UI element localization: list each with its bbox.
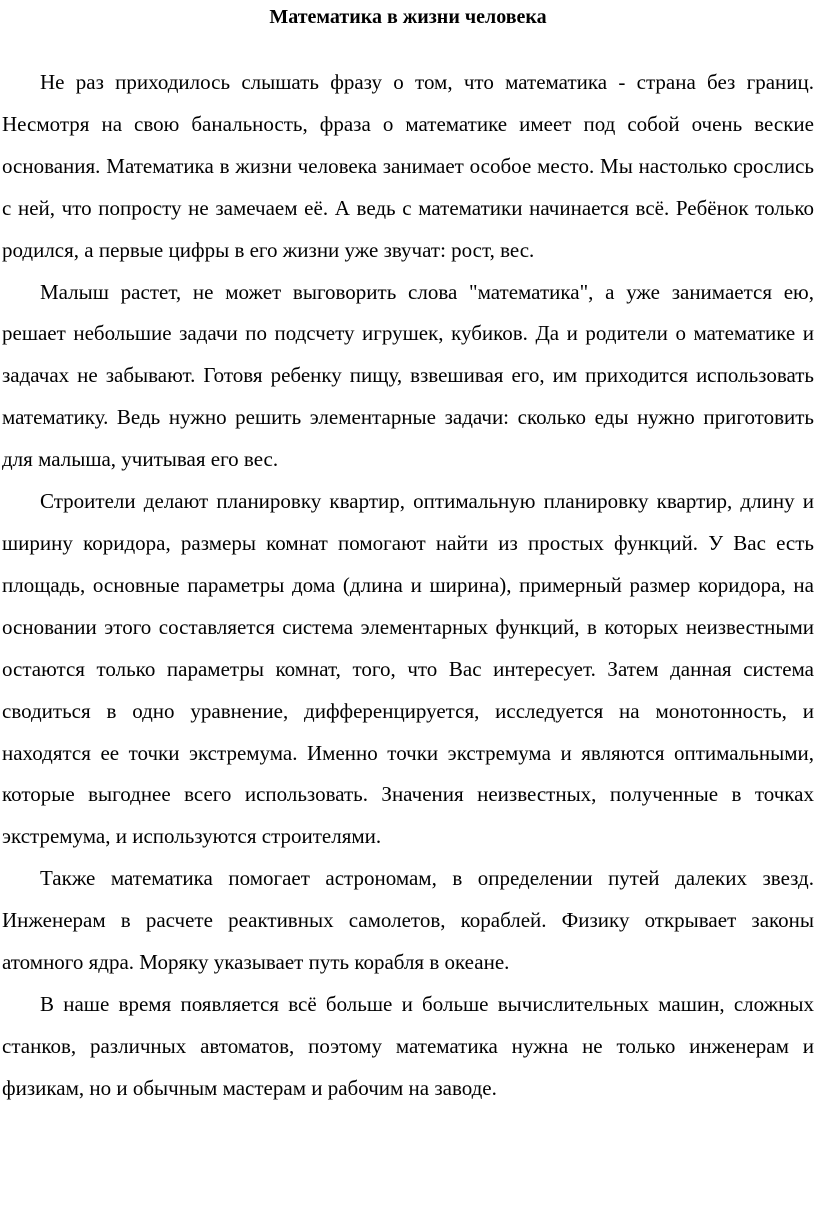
paragraph-child: Малыш растет, не может выговорить слова "математика", а уже занимается ею, решает небольшие задачи по подсчету игрушек, кубиков. Да и родители о математике и задачах не забывают. Готовя ребенку пищу, взвешивая его, им приходится использовать математику. Ведь нужно решить элементарные задачи: сколько еды нужно приготовить для малыша, учитывая его вес. — [2, 279, 814, 472]
paragraph-astronomy: Также математика помогает астрономам, в определении путей далеких звезд. Инженерам в расчете реактивных самолетов, кораблей. Физику открывает законы атомного ядра. Моряку указывает путь корабля в океане. — [2, 866, 814, 975]
paragraph-builders: Строители делают планировку квартир, оптимальную планировку квартир, длину и ширину коридора, размеры комнат помогают найти из простых функций. У Вас есть площадь, основные параметры дома (длина и ширина), примерный размер коридора, на основании этого составляется система элементарных функций, в которых неизвестными остаются только параметры комнат, того, что Вас интересует. Затем данная система сводиться в одно уравнение, дифференцируется, исследуется на монотонность, и находятся ее точки экстремума. Именно точки экстремума и являются оптимальными, которые выгоднее всего использовать. Значения неизвестных, полученные в точках экстремума, и используются строителями. — [2, 489, 814, 849]
paragraph-intro: Не раз приходилось слышать фразу о том, что математика - страна без границ. Несмотря на свою банальность, фраза о математике имеет под собой очень веские основания. Математика в жизни человека занимает особое место. Мы настолько срослись с ней, что попросту не замечаем её. А ведь с математики начинается всё. Ребёнок только родился, а первые цифры в его жизни уже звучат: рост, вес. — [2, 70, 814, 262]
paragraph-modern-times: В наше время появляется всё больше и больше вычислительных машин, сложных станков, различных автоматов, поэтому математика нужна не только инженерам и физикам, но и обычным мастерам и рабочим на заводе. — [2, 991, 814, 1100]
document-title: Математика в жизни человека — [269, 6, 547, 28]
